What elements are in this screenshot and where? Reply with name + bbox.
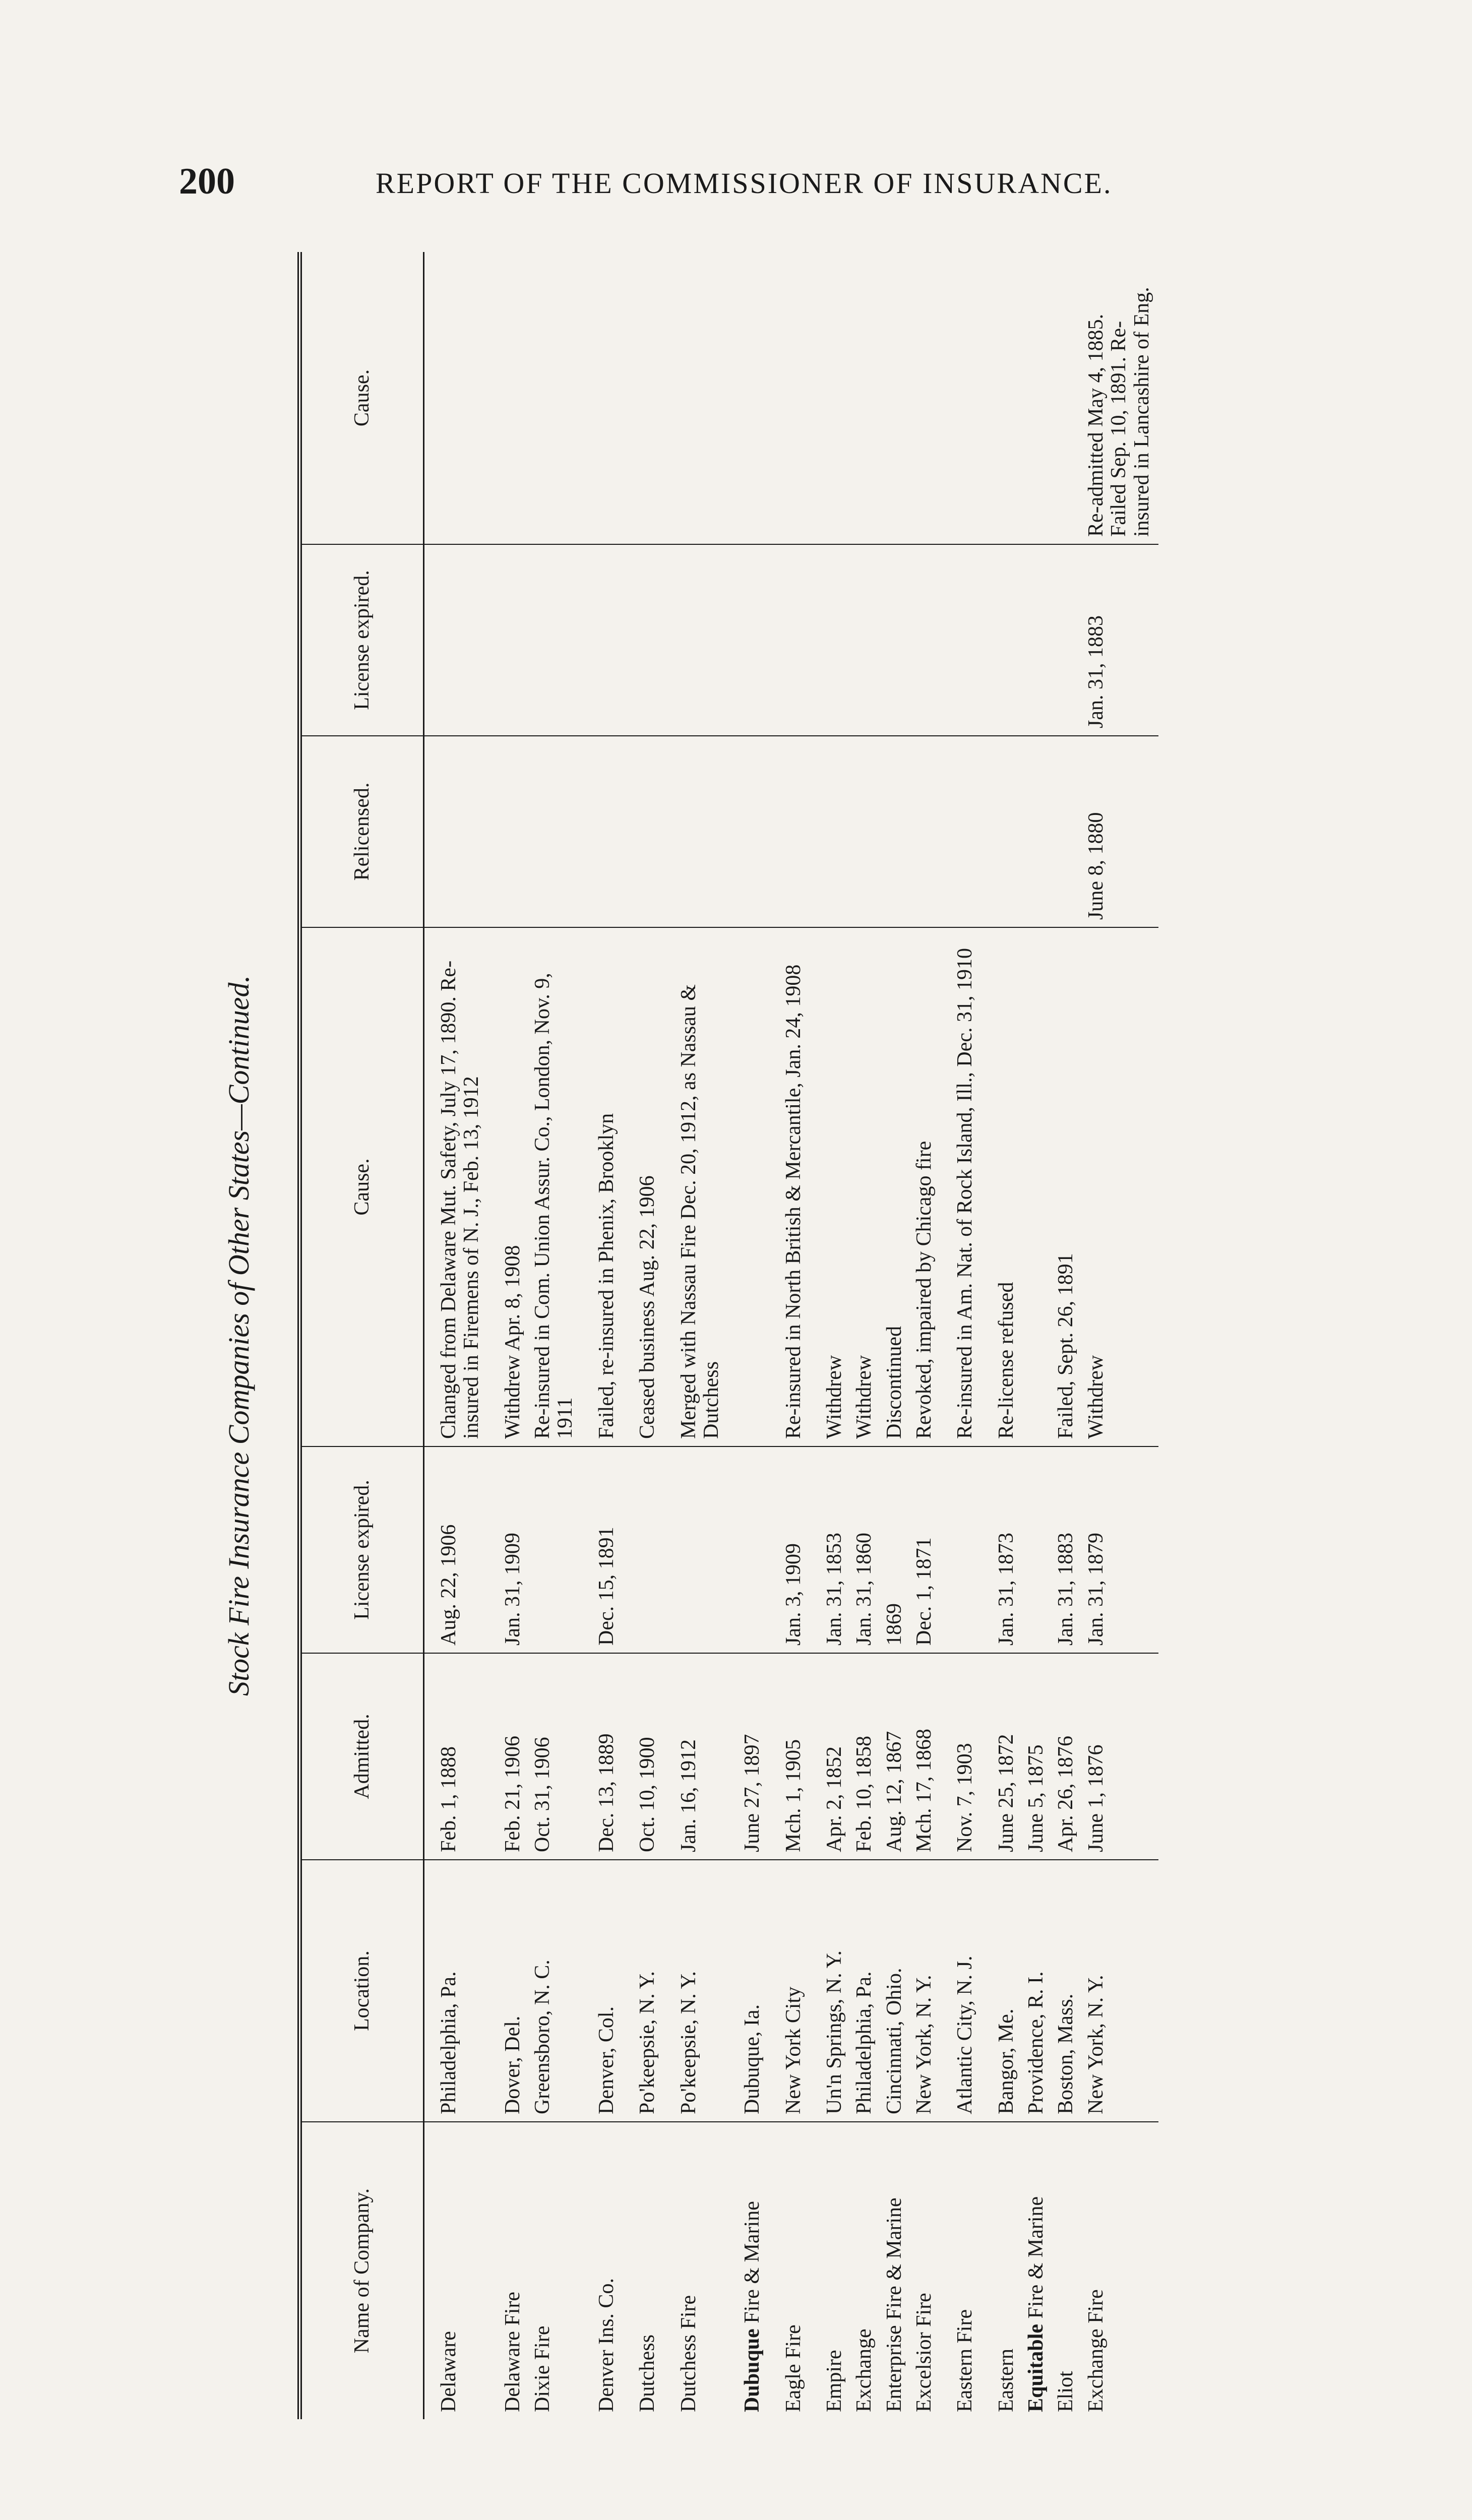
cell-expired2 — [851, 544, 881, 736]
cell-admitted: June 1, 1876 — [1083, 1653, 1158, 1860]
cell-admitted: Feb. 1, 1888 — [424, 1653, 488, 1860]
cell-location: Philadelphia, Pa. — [851, 1860, 881, 2122]
company-name: Delaware — [437, 2331, 460, 2412]
cell-relicensed — [941, 736, 982, 927]
cell-cause2 — [529, 252, 582, 544]
cell-name — [623, 2122, 664, 2419]
cell-relicensed: June 8, 1880 — [1083, 736, 1158, 927]
cell-expired: Aug. 22, 1906 — [424, 1446, 488, 1653]
header-location: Location. — [300, 1860, 424, 2122]
table-title: Stock Fire Insurance Companies of Other States—Continued. — [222, 975, 255, 1696]
cell-location: Boston, Mass. — [1053, 1860, 1082, 2122]
table-row — [728, 252, 769, 2419]
cell-expired2 — [664, 544, 728, 736]
cell-cause — [728, 927, 769, 1446]
company-name: Dutchess — [636, 2335, 659, 2412]
cell-name — [424, 2122, 488, 2419]
header-cause-2: Cause. — [300, 252, 424, 544]
cell-relicensed — [810, 736, 851, 927]
table-row — [623, 252, 664, 2419]
cell-location: Cincinnati, Ohio. — [881, 1860, 911, 2122]
cell-expired2 — [941, 544, 982, 736]
table-row — [911, 252, 941, 2419]
cell-expired2 — [623, 544, 664, 736]
cell-cause2 — [911, 252, 941, 544]
cell-location: Denver, Col. — [582, 1860, 623, 2122]
cell-cause2 — [488, 252, 529, 544]
cell-admitted: Mch. 17, 1868 — [911, 1653, 941, 1860]
cell-relicensed — [529, 736, 582, 927]
table-body — [424, 252, 1158, 2419]
cell-cause: Failed, re-insured in Phenix, Brooklyn — [582, 927, 623, 1446]
cell-name — [982, 2122, 1023, 2419]
company-name: Empire — [822, 2350, 846, 2412]
cell-cause2 — [810, 252, 851, 544]
cell-admitted: Oct. 31, 1906 — [529, 1653, 582, 1860]
cell-cause2 — [1023, 252, 1053, 544]
cell-relicensed — [881, 736, 911, 927]
company-name: Eagle Fire — [781, 2324, 805, 2412]
cell-admitted: Aug. 12, 1867 — [881, 1653, 911, 1860]
cell-relicensed — [769, 736, 810, 927]
cell-location: Un'n Springs, N. Y. — [810, 1860, 851, 2122]
cell-expired2 — [982, 544, 1023, 736]
cell-cause2 — [664, 252, 728, 544]
cell-admitted: June 25, 1872 — [982, 1653, 1023, 1860]
table-row — [1083, 252, 1158, 2419]
cell-cause2 — [582, 252, 623, 544]
cell-expired: Jan. 31, 1860 — [851, 1446, 881, 1653]
table-row — [1023, 252, 1053, 2419]
cell-location: Po'keepsie, N. Y. — [623, 1860, 664, 2122]
cell-name — [529, 2122, 582, 2419]
cell-cause2 — [623, 252, 664, 544]
cell-relicensed — [911, 736, 941, 927]
cell-admitted: Feb. 10, 1858 — [851, 1653, 881, 1860]
company-name: Fire & Marine — [1024, 2196, 1048, 2324]
cell-expired — [623, 1446, 664, 1653]
cell-cause: Failed, Sept. 26, 1891 — [1053, 927, 1082, 1446]
cell-expired2 — [728, 544, 769, 736]
table-row — [941, 252, 982, 2419]
company-name-bold: Dubuque — [741, 2328, 764, 2412]
cell-cause: Withdrew — [851, 927, 881, 1446]
header-relicensed: Relicensed. — [300, 736, 424, 927]
cell-admitted: June 27, 1897 — [728, 1653, 769, 1860]
table-row — [810, 252, 851, 2419]
cell-relicensed — [664, 736, 728, 927]
table-row — [769, 252, 810, 2419]
cell-expired2 — [529, 544, 582, 736]
cell-expired — [728, 1446, 769, 1653]
cell-name — [728, 2122, 769, 2419]
cell-cause: Re-insured in Com. Union Assur. Co., London, Nov. 9, 1911 — [529, 927, 582, 1446]
cell-cause: Withdrew — [810, 927, 851, 1446]
cell-name — [1053, 2122, 1082, 2419]
cell-expired — [529, 1446, 582, 1653]
cell-cause: Merged with Nassau Fire Dec. 20, 1912, as Nassau & Dutchess — [664, 927, 728, 1446]
header-name: Name of Company. — [300, 2122, 424, 2419]
cell-expired2 — [810, 544, 851, 736]
table-row — [488, 252, 529, 2419]
cell-admitted: Feb. 21, 1906 — [488, 1653, 529, 1860]
cell-expired2 — [881, 544, 911, 736]
header-license-expired-2: License expired. — [300, 544, 424, 736]
cell-location: Bangor, Me. — [982, 1860, 1023, 2122]
company-name: Eastern Fire — [953, 2309, 977, 2412]
cell-name — [1023, 2122, 1053, 2419]
cell-name — [941, 2122, 982, 2419]
cell-cause: Withdrew Apr. 8, 1908 — [488, 927, 529, 1446]
cell-location: New York, N. Y. — [911, 1860, 941, 2122]
header-admitted: Admitted. — [300, 1653, 424, 1860]
table-row — [851, 252, 881, 2419]
cell-cause: Withdrew — [1083, 927, 1158, 1446]
cell-cause — [1023, 927, 1053, 1446]
table-row — [582, 252, 623, 2419]
cell-expired: 1869 — [881, 1446, 911, 1653]
cell-location: Atlantic City, N. J. — [941, 1860, 982, 2122]
company-name: Exchange Fire — [1084, 2289, 1108, 2412]
cell-cause2 — [881, 252, 911, 544]
cell-relicensed — [982, 736, 1023, 927]
cell-admitted: Apr. 2, 1852 — [810, 1653, 851, 1860]
cell-admitted: Dec. 13, 1889 — [582, 1653, 623, 1860]
cell-location: Dubuque, Ia. — [728, 1860, 769, 2122]
cell-name — [664, 2122, 728, 2419]
cell-admitted: June 5, 1875 — [1023, 1653, 1053, 1860]
cell-expired: Jan. 3, 1909 — [769, 1446, 810, 1653]
cell-cause: Discontinued — [881, 927, 911, 1446]
cell-expired — [664, 1446, 728, 1653]
header-license-expired: License expired. — [300, 1446, 424, 1653]
cell-name — [810, 2122, 851, 2419]
cell-cause2 — [941, 252, 982, 544]
company-name: Denver Ins. Co. — [594, 2278, 618, 2412]
cell-expired2: Jan. 31, 1883 — [1083, 544, 1158, 736]
cell-cause: Re-license refused — [982, 927, 1023, 1446]
cell-relicensed — [488, 736, 529, 927]
cell-cause2 — [769, 252, 810, 544]
cell-location: Po'keepsie, N. Y. — [664, 1860, 728, 2122]
cell-expired — [941, 1446, 982, 1653]
cell-cause: Re-insured in Am. Nat. of Rock Island, Ill., Dec. 31, 1910 — [941, 927, 982, 1446]
cell-relicensed — [1023, 736, 1053, 927]
cell-cause: Revoked, impaired by Chicago fire — [911, 927, 941, 1446]
cell-relicensed — [582, 736, 623, 927]
cell-name — [851, 2122, 881, 2419]
cell-location: Dover, Del. — [488, 1860, 529, 2122]
cell-expired2 — [911, 544, 941, 736]
cell-expired: Dec. 1, 1871 — [911, 1446, 941, 1653]
cell-cause2 — [851, 252, 881, 544]
cell-relicensed — [1053, 736, 1082, 927]
company-name: Dixie Fire — [531, 2325, 555, 2412]
company-name: Exchange — [852, 2328, 876, 2412]
table-row — [424, 252, 488, 2419]
cell-cause2 — [728, 252, 769, 544]
header-cause: Cause. — [300, 927, 424, 1446]
cell-expired: Dec. 15, 1891 — [582, 1446, 623, 1653]
cell-expired: Jan. 31, 1879 — [1083, 1446, 1158, 1653]
table-row — [529, 252, 582, 2419]
cell-cause2 — [424, 252, 488, 544]
table-row — [881, 252, 911, 2419]
cell-location: Philadelphia, Pa. — [424, 1860, 488, 2122]
company-name: Excelsior Fire — [912, 2293, 936, 2412]
table-row — [982, 252, 1023, 2419]
cell-name — [911, 2122, 941, 2419]
cell-expired: Jan. 31, 1853 — [810, 1446, 851, 1653]
cell-cause2 — [982, 252, 1023, 544]
cell-expired2 — [1023, 544, 1053, 736]
company-name: Enterprise Fire & Marine — [882, 2197, 906, 2412]
cell-expired: Jan. 31, 1883 — [1053, 1446, 1082, 1653]
cell-location: Providence, R. I. — [1023, 1860, 1053, 2122]
cell-expired: Jan. 31, 1873 — [982, 1446, 1023, 1653]
company-name: Eliot — [1054, 2371, 1078, 2412]
cell-name — [488, 2122, 529, 2419]
cell-expired: Jan. 31, 1909 — [488, 1446, 529, 1653]
table-row — [1053, 252, 1082, 2419]
cell-relicensed — [424, 736, 488, 927]
running-head: REPORT OF THE COMMISSIONER OF INSURANCE. — [376, 167, 1113, 200]
table-row — [664, 252, 728, 2419]
cell-relicensed — [851, 736, 881, 927]
company-name: Delaware Fire — [501, 2291, 524, 2412]
company-name: Dutchess Fire — [677, 2295, 700, 2412]
cell-admitted: Mch. 1, 1905 — [769, 1653, 810, 1860]
cell-cause: Changed from Delaware Mut. Safety, July 17, 1890. Re-insured in Firemens of N. J., Feb. 13, 1912 — [424, 927, 488, 1446]
cell-admitted: Oct. 10, 1900 — [623, 1653, 664, 1860]
cell-expired2 — [1053, 544, 1082, 736]
cell-expired — [1023, 1446, 1053, 1653]
cell-name — [1083, 2122, 1158, 2419]
header-row — [300, 252, 424, 2419]
companies-table — [297, 252, 1158, 2419]
cell-cause2 — [1053, 252, 1082, 544]
cell-expired2 — [769, 544, 810, 736]
cell-relicensed — [623, 736, 664, 927]
cell-name — [769, 2122, 810, 2419]
cell-cause2: Re-admitted May 4, 1885. Failed Sep. 10, 1891. Re-insured in Lancashire of Eng. — [1083, 252, 1158, 544]
company-name: Fire & Marine — [741, 2201, 764, 2329]
cell-location: Greensboro, N. C. — [529, 1860, 582, 2122]
cell-admitted: Jan. 16, 1912 — [664, 1653, 728, 1860]
page-number: 200 — [179, 161, 235, 202]
cell-name — [881, 2122, 911, 2419]
cell-admitted: Nov. 7, 1903 — [941, 1653, 982, 1860]
rotated-table-block — [202, 252, 1386, 2419]
company-name-bold: Equitable — [1024, 2323, 1048, 2412]
cell-name — [582, 2122, 623, 2419]
cell-location: New York, N. Y. — [1083, 1860, 1158, 2122]
cell-expired2 — [582, 544, 623, 736]
cell-expired2 — [488, 544, 529, 736]
cell-cause: Ceased business Aug. 22, 1906 — [623, 927, 664, 1446]
cell-location: New York City — [769, 1860, 810, 2122]
cell-relicensed — [728, 736, 769, 927]
cell-admitted: Apr. 26, 1876 — [1053, 1653, 1082, 1860]
cell-cause: Re-insured in North British & Mercantile, Jan. 24, 1908 — [769, 927, 810, 1446]
cell-expired2 — [424, 544, 488, 736]
company-name: Eastern — [994, 2349, 1018, 2412]
